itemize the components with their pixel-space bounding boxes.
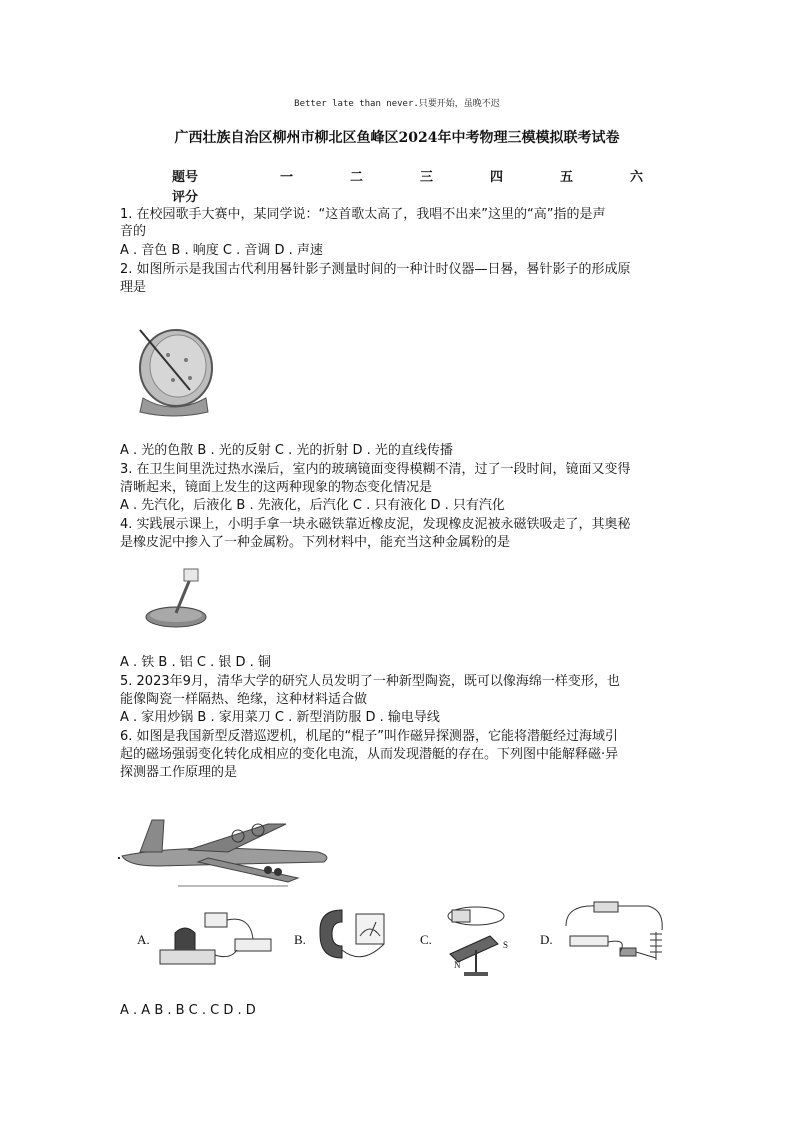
sundial-image xyxy=(128,320,218,420)
patrol-aircraft-image xyxy=(118,790,348,890)
q1-options: A . 音色 B . 响度 C . 音调 D . 声速 xyxy=(120,243,323,258)
q1-line-1: 1. 在校园歌手大赛中，某同学说：“这首歌太高了，我唱不出来”这里的“高”指的是声 xyxy=(120,207,606,222)
q6-line-1: 6. 如图是我国新型反潜巡逻机，机尾的“棍子”叫作磁异探测器，它能将潜艇经过海域引 xyxy=(120,729,619,744)
diagram-c-south-label: S xyxy=(503,940,509,950)
score-table-header xyxy=(172,166,692,185)
diagram-d-image xyxy=(558,898,673,970)
score-col-2: 二 xyxy=(350,170,364,185)
magnet-putty-image xyxy=(140,565,220,635)
q2-line-1: 2. 如图所示是我国古代利用晷针影子测量时间的一种计时仪器—日晷，晷针影子的形成原 xyxy=(120,262,631,277)
q4-line-2: 是橡皮泥中掺入了一种金属粉。下列材料中，能充当这种金属粉的是 xyxy=(120,535,511,550)
q6-line-3: 探测器工作原理的是 xyxy=(120,765,238,780)
diagram-d-label: D. xyxy=(540,932,553,947)
q5-options: A . 家用炒锅 B . 家用菜刀 C . 新型消防服 D . 输电导线 xyxy=(120,710,440,725)
q2-line-2: 理是 xyxy=(120,280,147,295)
header-motto: Better late than never.只要开始，虽晚不迟 xyxy=(294,99,500,109)
score-row-label: 题号 xyxy=(172,170,199,185)
q3-options: A . 先汽化，后液化 B . 先液化，后汽化 C . 只有液化 D . 只有汽化 xyxy=(120,498,505,513)
q6-line-2: 起的磁场强弱变化转化成相应的变化电流，从而发现潜艇的存在。下列图中能解释磁·异 xyxy=(120,747,619,762)
q3-line-1: 3. 在卫生间里洗过热水澡后，室内的玻璃镜面变得模糊不清，过了一段时间，镜面又变得 xyxy=(120,462,631,477)
exam-title: 广西壮族自治区柳州市柳北区鱼峰区2024年中考物理三模模拟联考试卷 xyxy=(174,130,620,146)
q5-line-2: 能像陶瓷一样隔热、绝缘，这种材料适合做 xyxy=(120,692,368,707)
q1-line-2: 音的 xyxy=(120,224,147,239)
score-col-6: 六 xyxy=(630,170,644,185)
q5-line-1: 5. 2023年9月，清华大学的研究人员发明了一种新型陶瓷，既可以像海绵一样变形，也 xyxy=(120,674,620,689)
score-label: 评分 xyxy=(172,190,199,205)
q6-options: A . A B . B C . C D . D xyxy=(120,1003,256,1018)
q2-options: A . 光的色散 B . 光的反射 C . 光的折射 D . 光的直线传播 xyxy=(120,443,453,458)
score-col-3: 三 xyxy=(420,170,434,185)
diagram-a-image xyxy=(155,905,280,970)
diagram-a-label: A. xyxy=(137,932,150,947)
score-col-1: 一 xyxy=(280,170,294,185)
score-col-4: 四 xyxy=(490,170,504,185)
diagram-c-north-label: N xyxy=(454,960,461,970)
q4-line-1: 4. 实践展示课上，小明手拿一块永磁铁靠近橡皮泥，发现橡皮泥被永磁铁吸走了，其奥秘 xyxy=(120,517,631,532)
q4-options: A . 铁 B . 铝 C . 银 D . 铜 xyxy=(120,655,271,670)
diagram-b-label: B. xyxy=(294,932,306,947)
q3-line-2: 清晰起来，镜面上发生的这两种现象的物态变化情况是 xyxy=(120,480,433,495)
diagram-c-label: C. xyxy=(420,932,432,947)
diagram-b-image xyxy=(312,900,397,972)
score-col-5: 五 xyxy=(560,170,574,185)
